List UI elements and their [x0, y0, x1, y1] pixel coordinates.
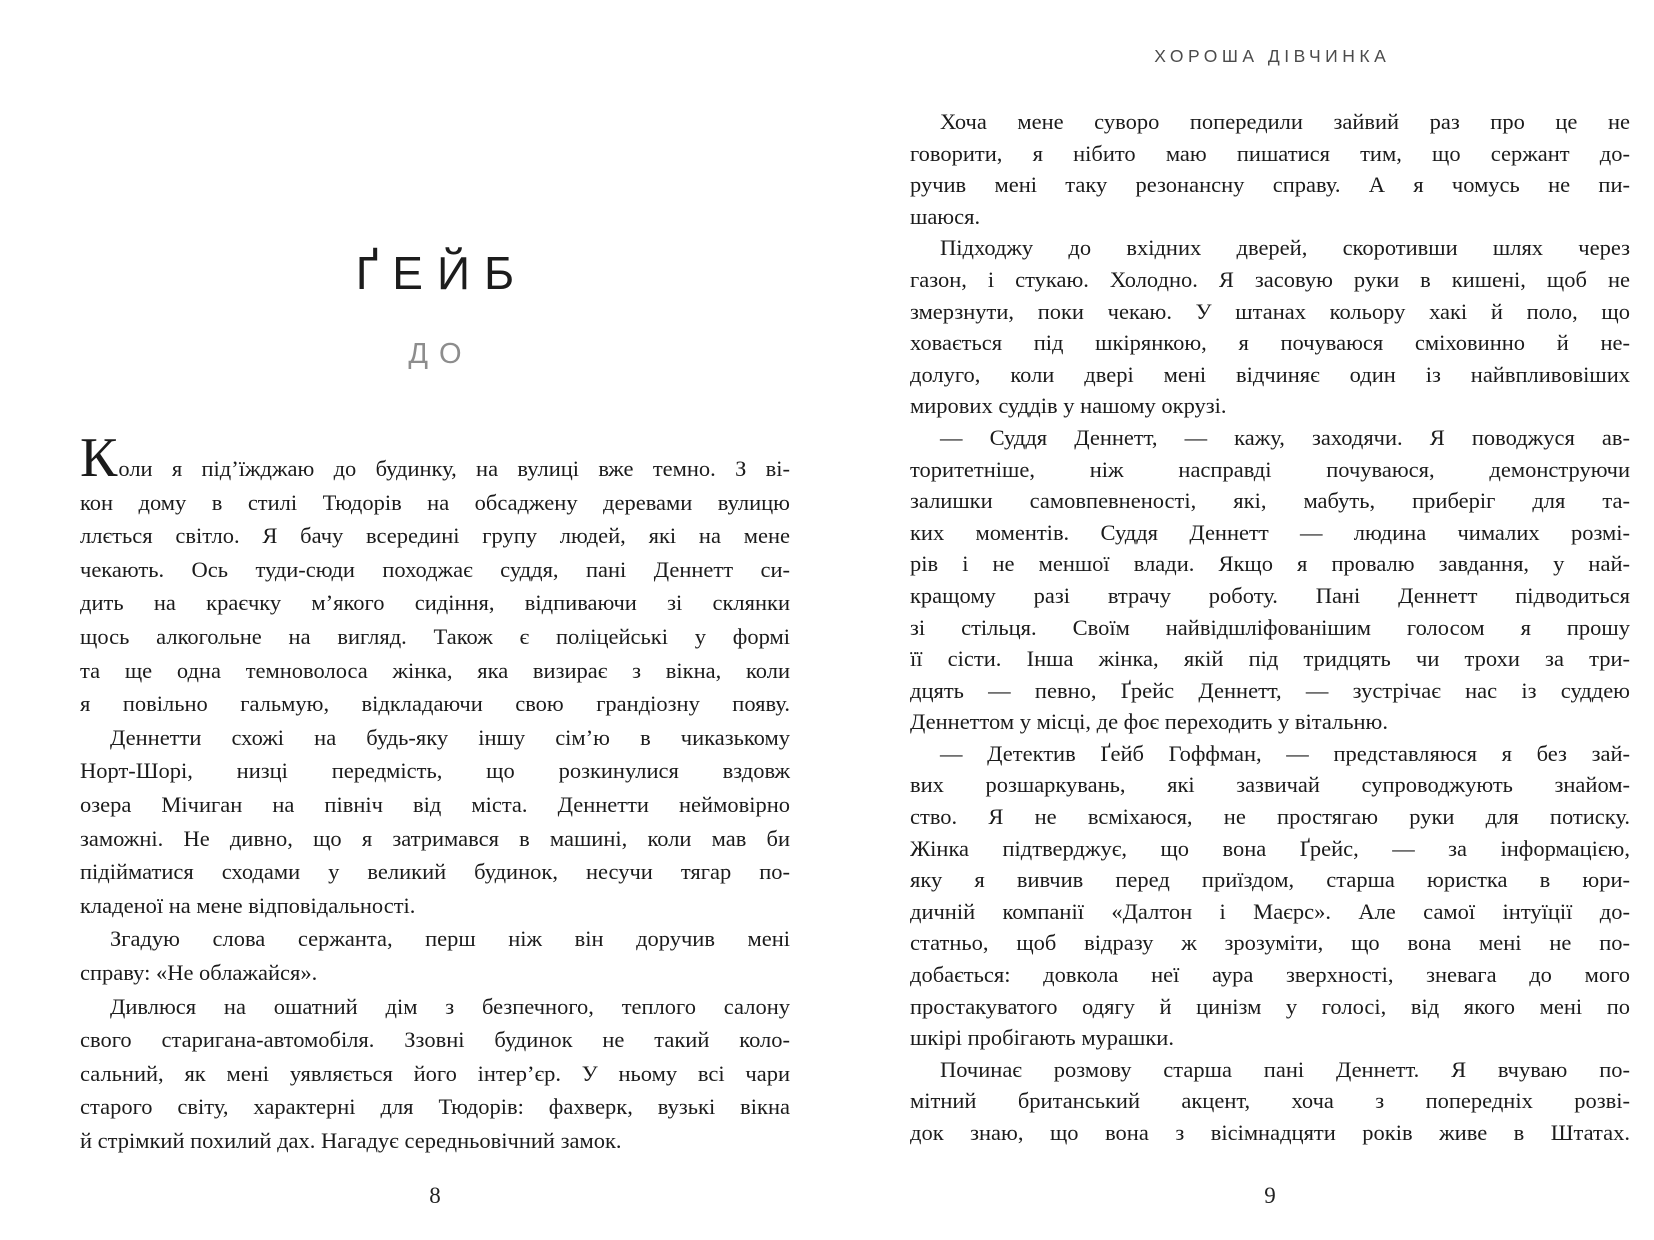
text-line: мітний британський акцент, хоча з попередніх розві-: [910, 1088, 1630, 1114]
text-line: Деннеттом у місці, де фоє переходить у вітальню.: [910, 709, 1388, 735]
text-line: ких моментів. Суддя Деннетт — людина чималих розмі-: [910, 519, 1630, 545]
text-line: кон дому в стилі Тюдорів на обсаджену деревами вулицю: [80, 489, 790, 515]
text-line: Деннетти схожі на будь-яку іншу сім’ю в чиказькому: [110, 724, 790, 750]
chapter-subtitle: ДО: [408, 338, 473, 370]
text-line: мирових суддів у нашому окрузі.: [910, 393, 1227, 419]
right-page: [910, 0, 1630, 1240]
paragraph: [80, 922, 790, 989]
chapter-title: ҐЕЙБ: [355, 247, 529, 299]
text-line: її сісти. Інша жінка, якій під тридцять чи трохи за три-: [910, 646, 1630, 672]
paragraph: [910, 106, 1630, 232]
paragraph: [80, 721, 790, 923]
text-line: та ще одна темноволоса жінка, яка визирає з вікна, коли: [80, 657, 790, 683]
text-line: — Детектив Ґейб Гоффман, — представляюся я без зай-: [940, 740, 1630, 766]
text-line: й стрімкий похилий дах. Нагадує середньовічний замок.: [80, 1127, 622, 1153]
text-line: кладеної на мене відповідальності.: [80, 892, 416, 918]
paragraph: [910, 1054, 1630, 1149]
text-line: Згадую слова сержанта, перш ніж він доручив мені: [110, 926, 790, 952]
left-page: [80, 0, 790, 1240]
text-line: Коли я під’їжджаю до будинку, на вулиці вже темно. З ві-: [80, 427, 790, 489]
right-page-number: 9: [1264, 1183, 1276, 1208]
text-line: ховається під шкірянкою, я почуваюся сміховинно й не-: [910, 330, 1630, 356]
text-line: рів і не меншої влади. Якщо я провалю завдання, у най-: [910, 551, 1630, 577]
text-line: чекають. Ось туди-сюди походжає суддя, пані Деннетт си-: [80, 556, 790, 582]
text-line: док знаю, що вона з вісімнадцяти років живе в Штатах.: [910, 1120, 1630, 1145]
text-line: ство. Я не всміхаюся, не простягаю руки для потиску.: [910, 804, 1630, 830]
text-line: озера Мічиган на північ від міста. Деннетти неймовірно: [80, 791, 790, 817]
text-line: Норт-Шорі, низці передмість, що розкинулися вздовж: [80, 758, 790, 784]
text-line: Підходжу до вхідних дверей, скоротивши шлях через: [940, 235, 1630, 261]
text-line: газон, і стукаю. Холодно. Я засовую руки в кишені, щоб не: [910, 266, 1630, 292]
text-line: кращому разі втрачу роботу. Пані Деннетт підводиться: [910, 582, 1630, 608]
text-line: Починає розмову старша пані Деннетт. Я вчуваю по-: [940, 1056, 1630, 1082]
paragraph: [80, 990, 790, 1158]
text-line: сальний, як мені уявляється його інтер’єр. У ньому всі чари: [80, 1060, 790, 1086]
text-line: простакуватого одягу й цинізм у голосі, від якого мені по: [910, 993, 1630, 1019]
text-line: підійматися сходами у великий будинок, несучи тягар по-: [80, 859, 790, 885]
text-line: яку я вивчив перед приїздом, старша юристка в юри-: [910, 867, 1630, 893]
paragraph: [910, 232, 1630, 422]
text-line: ручив мені таку резонансну справу. А я чомусь не пи-: [910, 172, 1630, 198]
raised-initial-letter: К: [80, 427, 118, 489]
text-line: дцять — певно, Ґрейс Деннетт, — зустрічає нас із суддею: [910, 677, 1630, 703]
text-line: змерзнути, поки чекаю. У штанах кольору хакі й поло, що: [910, 298, 1630, 324]
text-line: зі стільця. Своїм найвідшліфованішим голосом я прошу: [910, 614, 1630, 640]
text-line: справу: «Не облажайся».: [80, 959, 318, 985]
text-line: дичній компанії «Далтон і Маєрс». Але самої інтуїції до-: [910, 898, 1630, 924]
right-page-body-text: [910, 106, 1630, 1149]
text-line: щось алкогольне на вигляд. Також є поліцейські у формі: [80, 623, 790, 649]
left-page-body-text: [80, 427, 790, 1157]
text-line: старого світу, характерні для Тюдорів: фахверк, вузькі вікна: [80, 1094, 790, 1120]
text-line: — Суддя Деннетт, — кажу, заходячи. Я поводжуся ав-: [940, 424, 1630, 450]
left-page-number: 8: [429, 1183, 441, 1208]
text-line: торитетніше, ніж насправді почуваюся, демонструючи: [910, 456, 1630, 482]
text-line: я повільно гальмую, відкладаючи свою грандіозну появу.: [80, 691, 790, 717]
text-line: свого старигана-автомобіля. Ззовні будинок не такий коло-: [80, 1027, 790, 1053]
text-line: вих розшаркувань, які зазвичай супроводжують знайом-: [910, 772, 1630, 798]
text-line: дить на краєчку м’якого сидіння, відпиваючи зі склянки: [80, 590, 790, 616]
text-line: заможні. Не дивно, що я затримався в машині, коли мав би: [80, 825, 790, 851]
text-line: шкірі пробігають мурашки.: [910, 1025, 1174, 1051]
text-line: добається: довкола неї аура зверхності, зневага до мого: [910, 962, 1630, 988]
text-line: залишки самовпевненості, які, мабуть, приберіг для та-: [910, 488, 1630, 514]
paragraph: [80, 427, 790, 721]
text-line: говорити, я нібито маю пишатися тим, що сержант до-: [910, 140, 1630, 166]
text-line: шаюся.: [910, 203, 981, 229]
text-line: ллється світло. Я бачу всередині групу людей, які на мене: [80, 523, 790, 549]
paragraph: [910, 422, 1630, 738]
text-line: Хоча мене суворо попередили зайвий раз про це не: [940, 109, 1630, 134]
text-line: долуго, коли двері мені відчиняє один із найвпливовіших: [910, 361, 1630, 387]
text-line: статньо, щоб відразу ж зрозуміти, що вона мені не по-: [910, 930, 1630, 956]
running-head: ХОРОША ДІВЧИНКА: [1154, 46, 1391, 66]
text-line: Жінка підтверджує, що вона Ґрейс, — за інформацією,: [910, 835, 1630, 861]
text-line: Дивлюся на ошатний дім з безпечного, теплого салону: [110, 993, 790, 1019]
paragraph: [910, 738, 1630, 1054]
